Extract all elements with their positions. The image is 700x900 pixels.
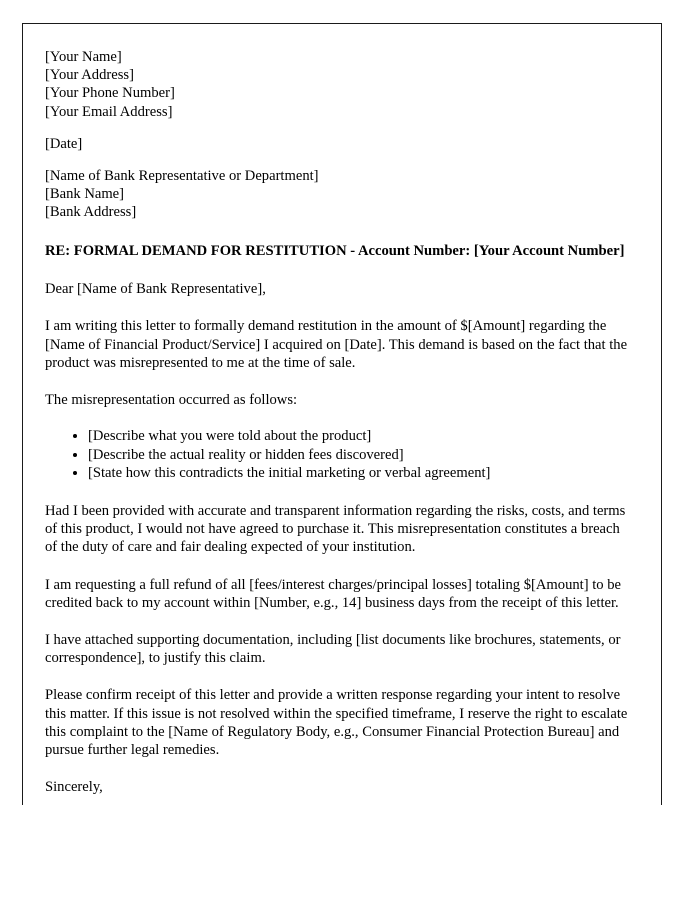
closing-line: Sincerely, — [45, 779, 103, 796]
paragraph-attachments: I have attached supporting documentation, including [list documents like brochures, statements, or correspondence], to justify this claim. — [45, 632, 621, 667]
list-item: • [Describe what you were told about the product] — [88, 427, 634, 446]
sender-name: [Your Name] — [45, 49, 122, 65]
sender-address-block — [45, 48, 634, 121]
sender-phone: [Your Phone Number] — [45, 85, 175, 102]
recipient-address-block — [45, 167, 634, 222]
letter-body — [45, 48, 634, 796]
sender-address: [Your Address] — [45, 67, 134, 84]
recipient-bank-address: [Bank Address] — [45, 204, 137, 221]
paragraph-opening: I am writing this letter to formally demand restitution in the amount of $[Amount] regarding the [Name of Financial Product/Service] I acquired on [Date]. This demand is based on the fact that the product was misrepresented to me at the time of sale. — [45, 318, 628, 371]
subject-line: RE: FORMAL DEMAND FOR RESTITUTION - Account Number: [Your Account Number] — [45, 242, 625, 259]
recipient-representative: [Name of Bank Representative or Department] — [45, 168, 319, 185]
paragraph-reliance: Had I been provided with accurate and transparent information regarding the risks, costs, and terms of this product, I would not have agreed to purchase it. This misrepresentation constitutes a breach of the duty of care and fair dealing expected of your institution. — [45, 503, 626, 556]
paragraph-list-intro: The misrepresentation occurred as follows: — [45, 392, 298, 409]
sender-email: [Your Email Address] — [45, 103, 173, 120]
salutation: Dear [Name of Bank Representative], — [45, 281, 266, 298]
recipient-bank-name: [Bank Name] — [45, 186, 125, 203]
list-item: • [State how this contradicts the initial marketing or verbal agreement] — [88, 464, 634, 483]
spacer-after-sender — [45, 121, 634, 135]
paragraph-escalation: Please confirm receipt of this letter and provide a written response regarding your intent to resolve this matter. If this issue is not resolved within the specified timeframe, I reserve the right to escalate this complaint to the [Name of Regulatory Body, e.g., Consumer Financial Protection Bureau] and pursue further legal remedies. — [45, 687, 628, 759]
misrepresentation-list — [45, 427, 634, 483]
paragraph-refund-request: I am requesting a full refund of all [fees/interest charges/principal losses] totaling $[Amount] to be credited back to my account within [Number, e.g., 14] business days from the receipt of this letter. — [45, 576, 622, 611]
date-line: [Date] — [45, 135, 83, 152]
list-item: • [Describe the actual reality or hidden fees discovered] — [88, 446, 634, 465]
spacer-after-date — [45, 153, 634, 167]
